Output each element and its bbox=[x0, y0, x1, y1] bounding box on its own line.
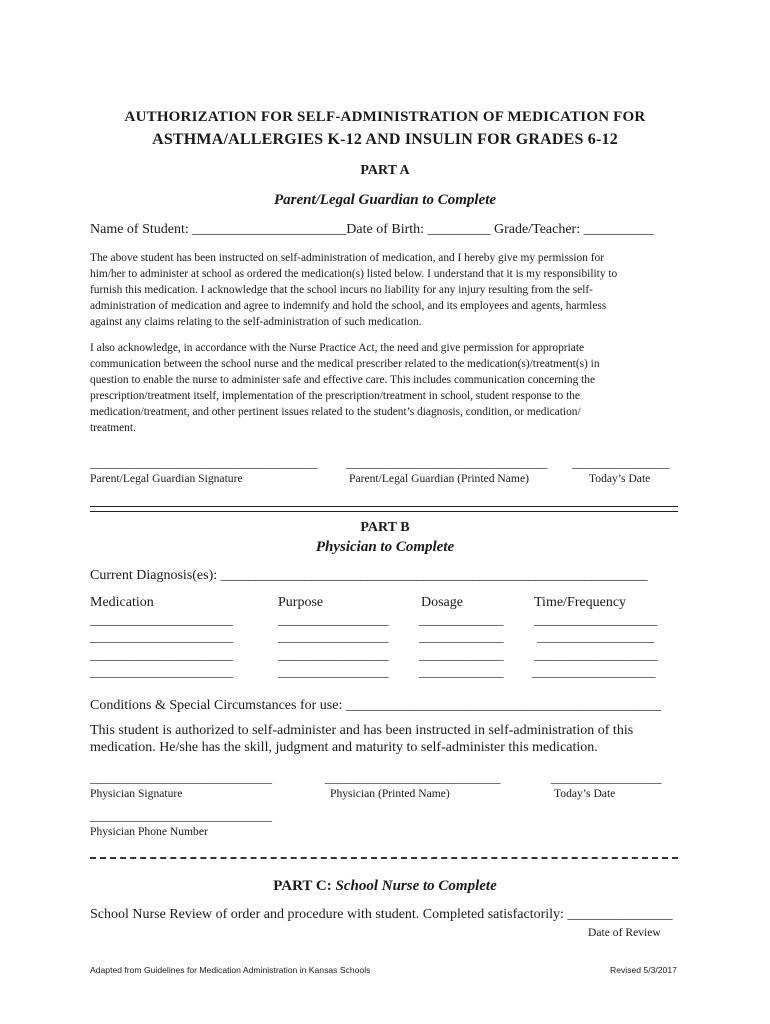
date-of-birth-field[interactable]: _________ bbox=[427, 222, 491, 237]
guardian-date-field[interactable]: _______________ bbox=[572, 455, 670, 470]
part-c-subheading: School Nurse to Complete bbox=[335, 878, 497, 894]
permission-line: administration of medication and agree to indemnify and hold the school, and its employees and agents, harmless bbox=[90, 300, 607, 313]
student-name-field[interactable]: ______________________ bbox=[192, 222, 347, 237]
review-date-label: Date of Review bbox=[588, 926, 661, 939]
part-c-heading bbox=[0, 878, 770, 895]
part-b-subheading: Physician to Complete bbox=[315, 539, 455, 555]
acknowledgment-line: communication between the school nurse and the medical prescriber related to the medication(s)/treatment(s) in bbox=[90, 358, 600, 371]
part-b-heading: PART B bbox=[360, 520, 410, 535]
physician-phone-field[interactable]: ____________________________ bbox=[90, 808, 272, 823]
nurse-review-line bbox=[90, 907, 672, 923]
time-frequency-field[interactable]: ___________________ bbox=[534, 612, 658, 627]
conditions-field[interactable]: _____________________________________________ bbox=[345, 698, 661, 713]
authorization-statement-line: This student is authorized to self-administer and has been instructed in self-administration of this bbox=[90, 723, 634, 738]
acknowledgment-line: prescription/treatment itself, implementation of the prescription/treatment in school, student response to the bbox=[90, 390, 580, 403]
acknowledgment-line: question to enable the nurse to administer safe and effective care. This includes communication concerning the bbox=[90, 374, 596, 387]
part-c-label: PART C: bbox=[273, 878, 336, 894]
time-frequency-field[interactable]: __________________ bbox=[537, 629, 654, 644]
conditions-label: Conditions & Special Circumstances for use: bbox=[90, 698, 346, 713]
part-a-subheading: Parent/Legal Guardian to Complete bbox=[273, 192, 497, 208]
physician-signature-field[interactable]: ____________________________ bbox=[90, 770, 272, 785]
column-header-dosage: Dosage bbox=[421, 595, 463, 610]
part-a-heading: PART A bbox=[360, 163, 410, 178]
dosage-field[interactable]: _____________ bbox=[419, 664, 504, 679]
permission-line: against any claims relating to the self-administration of such medication. bbox=[90, 316, 422, 329]
medication-field[interactable]: ______________________ bbox=[90, 612, 233, 627]
medication-field[interactable]: ______________________ bbox=[90, 629, 233, 644]
guardian-printed-name-field[interactable]: _______________________________ bbox=[346, 455, 548, 470]
section-divider bbox=[90, 857, 678, 859]
dosage-field[interactable]: _____________ bbox=[419, 629, 504, 644]
date-of-birth-label: Date of Birth: bbox=[346, 222, 428, 237]
grade-teacher-label: Grade/Teacher: bbox=[490, 222, 584, 237]
guardian-signature-label: Parent/Legal Guardian Signature bbox=[90, 472, 243, 485]
review-date-field[interactable]: _______________ bbox=[567, 907, 673, 922]
purpose-field[interactable]: _________________ bbox=[278, 612, 389, 627]
diagnosis-field[interactable]: _____________________________________________________________ bbox=[220, 568, 648, 583]
diagnosis-line bbox=[90, 568, 648, 584]
conditions-line bbox=[90, 698, 661, 714]
purpose-field[interactable]: _________________ bbox=[278, 629, 389, 644]
authorization-statement-line: medication. He/she has the skill, judgment and maturity to self-administer this medication. bbox=[90, 740, 598, 755]
form-title-line-2: ASTHMA/ALLERGIES K-12 AND INSULIN FOR GRADES 6-12 bbox=[152, 131, 618, 148]
guardian-printed-name-label: Parent/Legal Guardian (Printed Name) bbox=[349, 472, 529, 485]
column-header-purpose: Purpose bbox=[278, 595, 324, 610]
guardian-signature-field[interactable]: ___________________________________ bbox=[90, 455, 318, 470]
student-info-line bbox=[90, 222, 654, 238]
footer-source-note: Adapted from Guidelines for Medication Administration in Kansas Schools bbox=[90, 965, 371, 975]
footer-revision-date: Revised 5/3/2017 bbox=[610, 965, 677, 975]
permission-line: The above student has been instructed on self-administration of medication, and I hereby give my permission for bbox=[90, 252, 605, 264]
diagnosis-label: Current Diagnosis(es): bbox=[90, 568, 221, 583]
physician-printed-name-label: Physician (Printed Name) bbox=[330, 787, 450, 800]
acknowledgment-line: I also acknowledge, in accordance with the Nurse Practice Act, the need and give permission for appropriate bbox=[90, 342, 585, 354]
physician-printed-name-field[interactable]: ___________________________ bbox=[325, 770, 501, 785]
physician-date-label: Today’s Date bbox=[554, 787, 616, 800]
physician-signature-label: Physician Signature bbox=[90, 787, 183, 800]
form-title-line-1: AUTHORIZATION FOR SELF-ADMINISTRATION OF MEDICATION FOR bbox=[124, 109, 646, 125]
acknowledgment-line: treatment. bbox=[90, 422, 136, 435]
permission-paragraph bbox=[90, 250, 686, 330]
time-frequency-field[interactable]: ___________________ bbox=[534, 647, 658, 662]
acknowledgment-paragraph bbox=[90, 340, 686, 437]
dosage-field[interactable]: _____________ bbox=[419, 612, 504, 627]
nurse-review-label: School Nurse Review of order and procedure with student. Completed satisfactorily: bbox=[90, 907, 568, 922]
purpose-field[interactable]: _________________ bbox=[278, 664, 389, 679]
student-name-label: Name of Student: bbox=[90, 222, 193, 237]
column-header-time-frequency: Time/Frequency bbox=[534, 595, 627, 610]
section-divider bbox=[90, 506, 678, 512]
permission-line: him/her to administer at school as ordered the medication(s) listed below. I understand that it is my responsibility to bbox=[90, 268, 618, 281]
medication-field[interactable]: ______________________ bbox=[90, 664, 233, 679]
guardian-date-label: Today’s Date bbox=[589, 472, 651, 485]
physician-phone-label: Physician Phone Number bbox=[90, 825, 208, 838]
dosage-field[interactable]: _____________ bbox=[419, 647, 504, 662]
time-frequency-field[interactable]: ___________________ bbox=[532, 664, 656, 679]
physician-date-field[interactable]: _________________ bbox=[551, 770, 662, 785]
column-header-medication: Medication bbox=[90, 595, 154, 610]
grade-teacher-field[interactable]: __________ bbox=[583, 222, 654, 237]
acknowledgment-line: medication/treatment, and other pertinent issues related to the student’s diagnosis, condition, or medication/ bbox=[90, 406, 581, 419]
purpose-field[interactable]: _________________ bbox=[278, 647, 389, 662]
medication-field[interactable]: ______________________ bbox=[90, 647, 233, 662]
permission-line: furnish this medication. I acknowledge that the school incurs no liability for any injury resulting from the self- bbox=[90, 284, 593, 297]
